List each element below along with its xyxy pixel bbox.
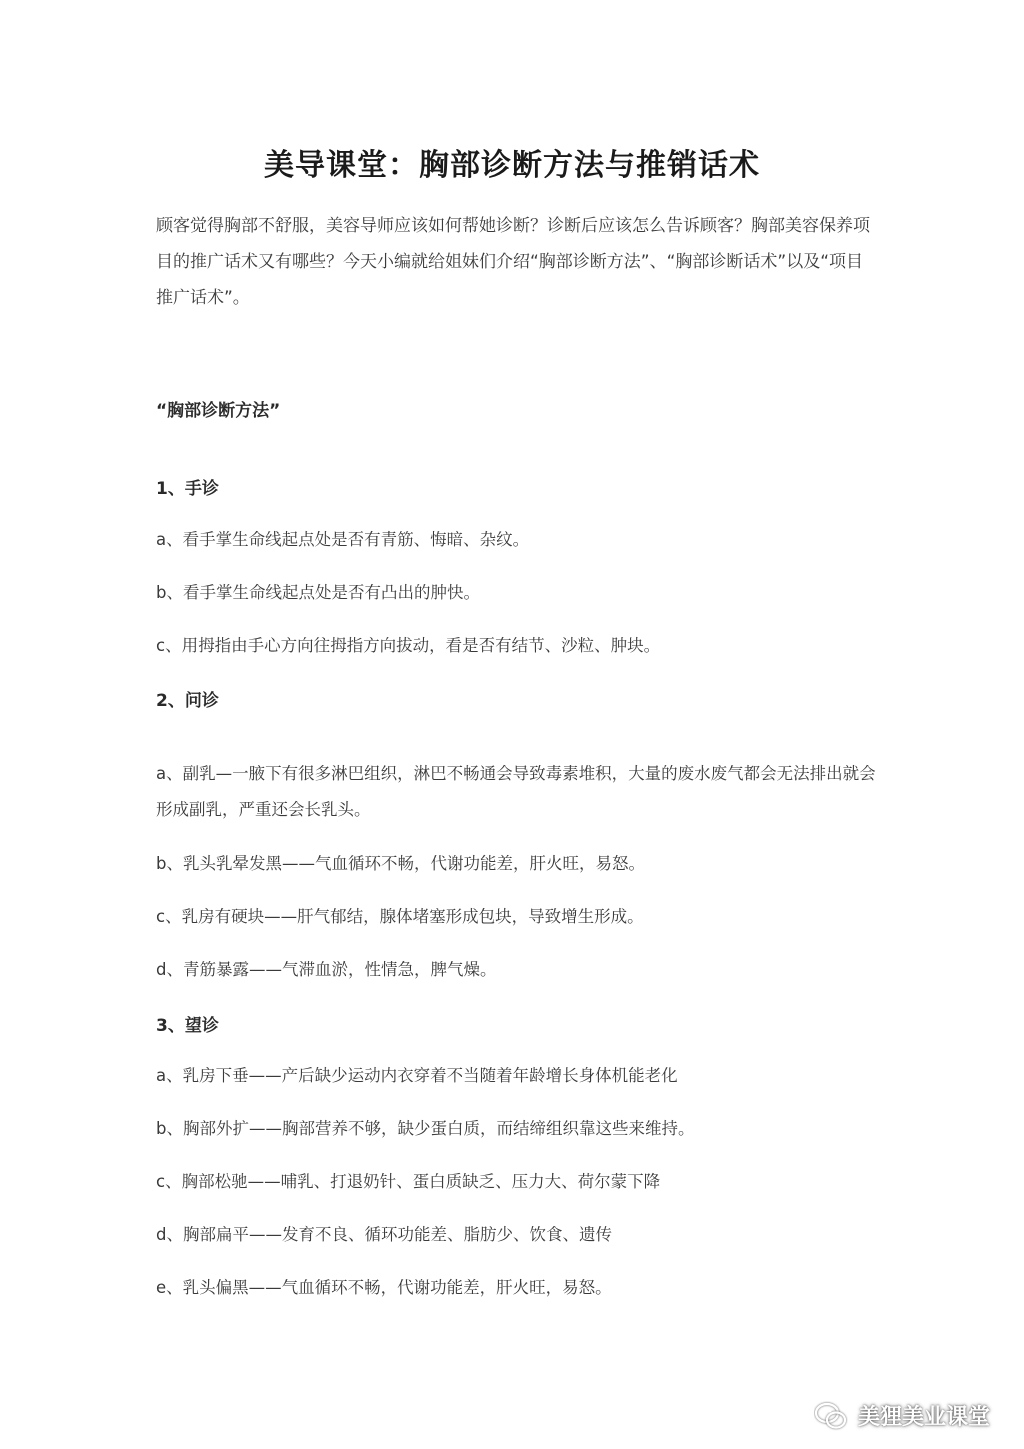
page-title: 美导课堂：胸部诊断方法与推销话术 (264, 148, 760, 183)
list-item: a、看手掌生命线起点处是否有青筋、悔暗、杂纹。 (156, 530, 530, 549)
list-item: a、乳房下垂——产后缺少运动内衣穿着不当随着年龄增长身体机能老化 (156, 1066, 678, 1085)
list-item: e、乳头偏黑——气血循环不畅，代谢功能差，肝火旺，易怒。 (156, 1278, 612, 1297)
wechat-icon (814, 1401, 848, 1431)
list-item: d、胸部扁平——发育不良、循环功能差、脂肪少、饮食、遗传 (156, 1225, 612, 1244)
list-item: b、胸部外扩——胸部营养不够，缺少蛋白质，而结缔组织靠这些来维持。 (156, 1119, 695, 1138)
subheading-visual-diagnosis: 3、望诊 (156, 1016, 219, 1036)
list-item: a、副乳—一腋下有很多淋巴组织，淋巴不畅通会导致毒素堆积，大量的废水废气都会无法排出就会形成副乳，严重还会长乳头。 (156, 764, 876, 819)
subheading-hand-diagnosis: 1、手诊 (156, 479, 219, 499)
list-item: b、看手掌生命线起点处是否有凸出的肿快。 (156, 583, 480, 602)
list-item: d、青筋暴露——气滞血淤，性情急，脾气燥。 (156, 960, 497, 979)
intro-paragraph: 顾客觉得胸部不舒服，美容导师应该如何帮她诊断？诊断后应该怎么告诉顾客？胸部美容保养项目的推广话术又有哪些？今天小编就给姐妹们介绍“胸部诊断方法”、“胸部诊断话术”以及“项目推广话术”。 (156, 216, 870, 308)
watermark-text: 美狸美业课堂 (857, 1405, 990, 1430)
list-item: b、乳头乳晕发黑——气血循环不畅，代谢功能差，肝火旺，易怒。 (156, 854, 645, 873)
watermark (814, 1400, 990, 1431)
section-heading: “胸部诊断方法” (156, 401, 281, 421)
list-item: c、乳房有硬块——肝气郁结，腺体堵塞形成包块，导致增生形成。 (156, 907, 644, 926)
list-item: c、胸部松驰——哺乳、打退奶针、蛋白质缺乏、压力大、荷尔蒙下降 (156, 1172, 661, 1191)
subheading-inquiry-diagnosis: 2、问诊 (156, 691, 219, 711)
list-item: c、用拇指由手心方向往拇指方向拔动，看是否有结节、沙粒、肿块。 (156, 636, 661, 655)
